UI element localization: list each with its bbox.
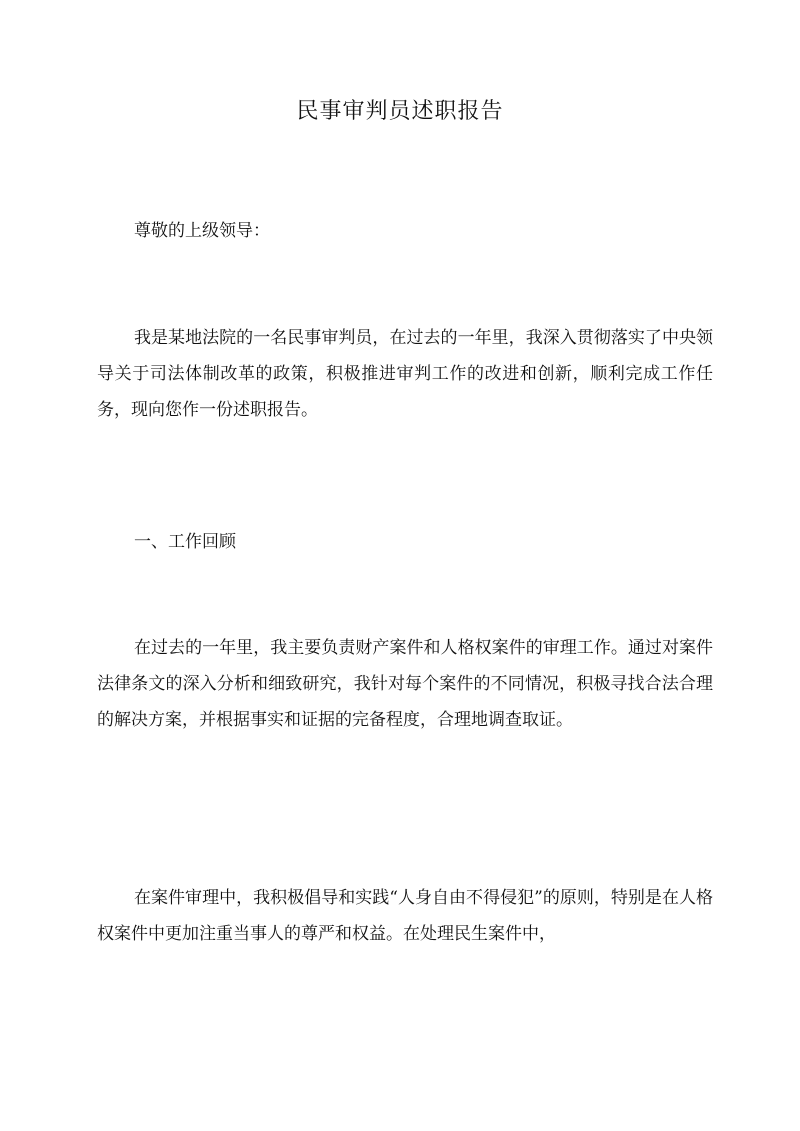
body-paragraph: 在案件审理中，我积极倡导和实践“人身自由不得侵犯”的原则，特别是在人格权案件中更加注重当事人的尊严和权益。在处理民生案件中， <box>97 888 713 944</box>
document-title: 民事审判员述职报告 <box>296 99 504 124</box>
body-paragraph: 在过去的一年里，我主要负责财产案件和人格权案件的审理工作。通过对案件法律条文的深入分析和细致研究，我针对每个案件的不同情况，积极寻找合法合理的解决方案，并根据事实和证据的完备程度，合理地调查取证。 <box>97 638 713 730</box>
greeting: 尊敬的上级领导： <box>134 221 270 241</box>
section-heading-work-review: 一、工作回顾 <box>134 532 236 552</box>
intro-paragraph: 我是某地法院的一名民事审判员，在过去的一年里，我深入贯彻落实了中央领导关于司法体制改革的政策，积极推进审判工作的改进和创新，顺利完成工作任务，现向您作一份述职报告。 <box>97 328 713 420</box>
